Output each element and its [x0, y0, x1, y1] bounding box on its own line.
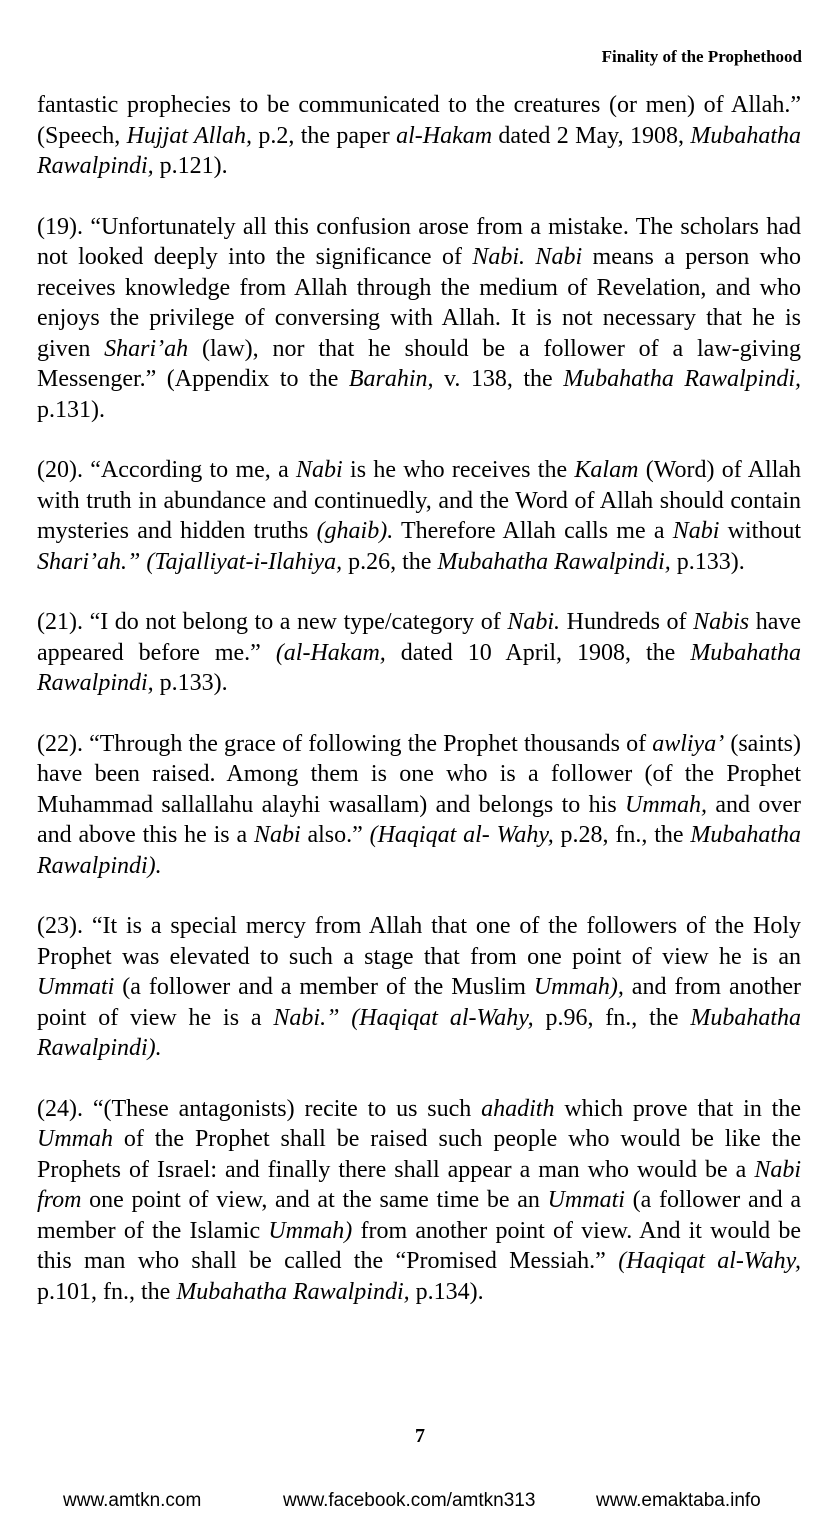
paragraph	[37, 455, 801, 577]
italic-text-run: Nabi from	[37, 1156, 801, 1213]
body-text	[37, 90, 801, 1337]
text-run: p.2, the paper	[251, 122, 397, 149]
footer	[0, 1490, 840, 1520]
text-run: p.134).	[409, 1278, 484, 1305]
text-run: dated 10 April, 1908, the	[385, 639, 691, 666]
text-run: (law), nor that he should be a follower of a law-giving Messenger.” (Appendix to the	[37, 335, 801, 392]
footer-link-facebook[interactable]: www.facebook.com/amtkn313	[283, 1490, 536, 1511]
italic-text-run: Nabi.” (Haqiqat al-Wahy,	[273, 1004, 534, 1031]
italic-text-run: Nabi. Nabi	[472, 244, 583, 270]
paragraph	[37, 212, 801, 426]
italic-text-run: Ummah),	[533, 974, 624, 1000]
italic-text-run: Nabi.	[507, 609, 561, 635]
italic-text-run: (ghaib).	[316, 518, 394, 544]
italic-text-run: Hujjat Allah,	[126, 122, 252, 149]
text-run: p.96, fn., the	[533, 1004, 691, 1031]
text-run: (24). “(These antagonists) recite to us such	[37, 1095, 482, 1122]
text-run: dated 2 May, 1908,	[492, 122, 691, 149]
italic-text-run: Mubahatha Rawalpindi).	[37, 822, 802, 879]
text-run: (saints) have been raised. Among them is one who is a follower (of the Prophet Muhammad sallallahu alayhi wasallam) and belongs to his	[37, 730, 801, 818]
text-run: means a person who receives knowledge from Allah through the medium of Revelation, and who enjoys the privilege of conversing with Allah. It is not necessary that he is given	[37, 244, 802, 362]
text-run: (19). “Unfortunately all this confusion arose from a mistake. The scholars had not looked deeply into the significance of	[37, 213, 801, 270]
text-run: which prove that in the	[554, 1095, 801, 1122]
text-run: p.26, the	[342, 548, 438, 575]
text-run: Therefore Allah calls me a	[393, 518, 673, 544]
italic-text-run: Mubahatha Rawalpindi,	[437, 548, 671, 575]
text-run: p.28, fn., the	[553, 822, 691, 848]
text-run: (Word) of Allah with truth in abundance and continuedly, and the Word of Allah should contain mysteries and hidden truths	[37, 457, 802, 544]
running-header-title: Finality of the Prophethood	[601, 47, 802, 66]
italic-text-run: Ummah,	[625, 791, 708, 818]
italic-text-run: al-Hakam	[396, 122, 493, 149]
text-run: have appeared before me.”	[37, 609, 801, 666]
text-run: p.121).	[153, 153, 228, 179]
paragraph	[37, 729, 801, 882]
italic-text-run: Nabi	[296, 457, 343, 483]
paragraph	[37, 1094, 801, 1308]
text-run: v. 138, the	[433, 366, 564, 392]
italic-text-run: Barahin,	[348, 366, 434, 392]
italic-text-run: awliya’	[652, 730, 725, 757]
text-run: of the Prophet shall be raised such people who would be like the Prophets of Israel: and finally there shall appear a man who would be a	[37, 1126, 801, 1183]
text-run: (21). “I do not belong to a new type/category of	[37, 609, 508, 635]
text-run: fantastic prophecies to be communicated to the creatures (or men) of Allah.” (Speech,	[37, 92, 801, 149]
italic-text-run: Nabi	[672, 518, 720, 544]
italic-text-run: (Haqiqat al-Wahy,	[618, 1248, 802, 1274]
text-run: (23). “It is a special mercy from Allah that one of the followers of the Holy Prophet was elevated to such a stage that from one point of view he is an	[37, 913, 801, 970]
italic-text-run: Mubahatha Rawalpindi,	[176, 1278, 410, 1305]
italic-text-run: Shari’ah	[104, 335, 189, 362]
text-run: also.”	[300, 822, 370, 848]
italic-text-run: Ummah)	[268, 1217, 353, 1244]
footer-link-amtkn[interactable]: www.amtkn.com	[63, 1490, 202, 1511]
italic-text-run: Nabi	[253, 822, 301, 848]
footer-link-emaktaba[interactable]: www.emaktaba.info	[596, 1490, 761, 1511]
italic-text-run: Ummati	[37, 974, 115, 1000]
italic-text-run: Ummati	[547, 1187, 625, 1213]
text-run: p.133).	[153, 670, 228, 696]
italic-text-run: Nabis	[693, 609, 750, 635]
text-run: is he who receives the	[342, 457, 575, 483]
page-number: 7	[415, 1425, 425, 1447]
text-run: (a follower and a member of the Muslim	[114, 974, 534, 1000]
text-run: p.133).	[670, 548, 745, 575]
paragraph	[37, 911, 801, 1064]
text-run: and from another point of view he is a	[37, 974, 801, 1031]
text-run: and over and above this he is a	[37, 791, 802, 848]
italic-text-run: Mubahatha Rawalpindi,	[37, 122, 802, 179]
text-run: from another point of view. And it would be this man who shall be called the “Promised Messiah.”	[37, 1217, 801, 1274]
text-run: (20). “According to me, a	[37, 457, 297, 483]
italic-text-run: Mubahatha Rawalpindi,	[37, 639, 801, 696]
italic-text-run: Mubahatha Rawalpindi,	[563, 366, 801, 392]
italic-text-run: Shari’ah.” (Tajalliyat-i-Ilahiya,	[37, 548, 343, 575]
paragraph	[37, 607, 801, 699]
text-run: Hundreds of	[560, 609, 694, 635]
italic-text-run: (Haqiqat al- Wahy,	[369, 822, 554, 848]
text-run: one point of view, and at the same time be an	[81, 1187, 548, 1213]
italic-text-run: ahadith	[481, 1095, 555, 1122]
paragraph	[37, 90, 801, 182]
text-run: without	[719, 518, 801, 544]
italic-text-run: Ummah	[37, 1126, 113, 1152]
italic-text-run: Kalam	[574, 457, 639, 483]
text-run: (a follower and a member of the Islamic	[37, 1187, 801, 1244]
text-run: p.131).	[37, 396, 105, 423]
text-run: (22). “Through the grace of following the Prophet thousands of	[37, 730, 653, 757]
italic-text-run: (al-Hakam,	[275, 639, 386, 666]
text-run: p.101, fn., the	[37, 1278, 177, 1305]
italic-text-run: Mubahatha Rawalpindi).	[37, 1004, 801, 1061]
